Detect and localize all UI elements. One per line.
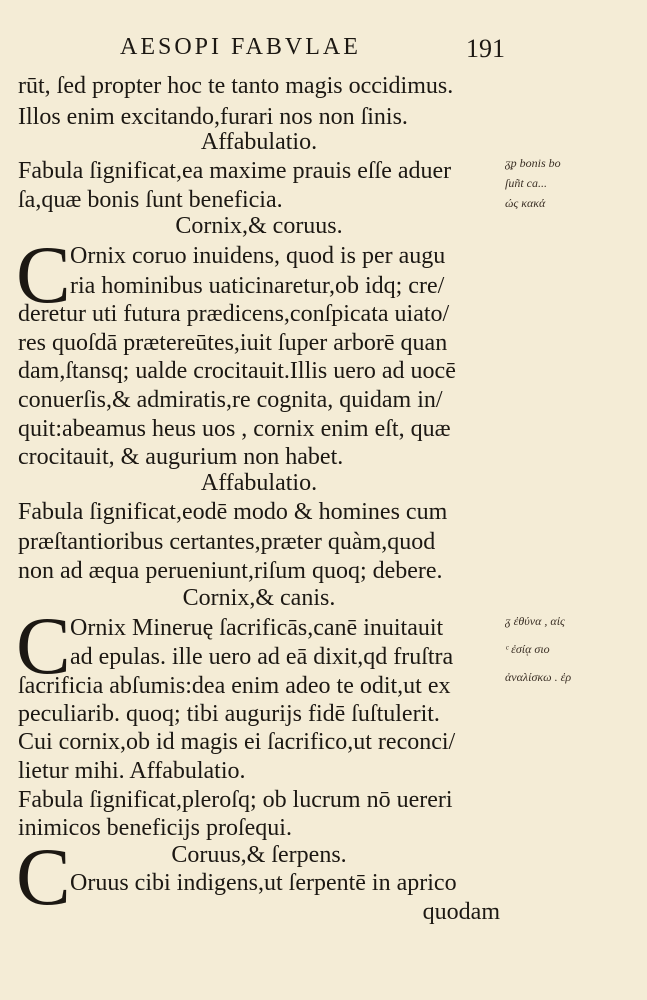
text-line: Ornix coruo inuidens, quod is per augu	[70, 243, 446, 269]
text-line: Cui cornix,ob id magis ei ſacrifico,ut reconci/	[18, 729, 456, 755]
page-number: 191	[466, 34, 505, 63]
text-line: inimicos beneficijs proſequi.	[18, 815, 292, 841]
drop-cap: C	[16, 831, 71, 922]
text-line: peculiarib. quoq; tibi augurijs fidē ſuſtulerit.	[18, 701, 440, 727]
text-line: Fabula ſignificat,ea maxime prauis eſſe aduer	[18, 158, 452, 184]
margin-annotation: ώς κακά	[505, 196, 546, 210]
page-header	[0, 34, 647, 68]
fable-title: Coruus,& ſerpens.	[171, 842, 347, 868]
text-line: Fabula ſignificat,pleroſq; ob lucrum nō uereri	[18, 787, 453, 813]
text-line: Ornix Mineruę ſacrificās,canē inuitauit	[70, 615, 444, 641]
text-line: præſtantioribus certantes,præter quàm,quod	[18, 529, 436, 555]
text-line: ſa,quæ bonis ſunt beneficia.	[18, 187, 283, 213]
text-line: non ad æqua perueniunt,riſum quoq; debere.	[18, 558, 443, 584]
margin-annotation: ᵹᵱ bonis bo	[505, 156, 561, 170]
text-line: dam,ſtansq; ualde crocitauit.Illis uero ad uocē	[18, 358, 456, 384]
section-heading: Affabulatio.	[200, 129, 318, 155]
section-heading: Affabulatio.	[200, 470, 318, 496]
text-line: ſacrificia abſumis:dea enim adeo te odit,ut ex	[18, 673, 451, 699]
text-line: res quoſdā prætereūtes,iuit ſuper arborē quan	[18, 330, 448, 356]
margin-annotation: ἀναλίσκω . ἐρ	[505, 670, 572, 684]
fable-title: Cornix,& canis.	[182, 585, 336, 611]
drop-cap: C	[16, 600, 71, 691]
text-line: Fabula ſignificat,eodē modo & homines cum	[18, 499, 448, 525]
text-line: Oruus cibi indigens,ut ſerpentē in aprico	[70, 870, 457, 896]
text-line: crocitauit, & augurium non habet.	[18, 444, 344, 470]
text-line: rūt, ſed propter hoc te tanto magis occidimus.	[18, 73, 454, 99]
margin-annotation: ſuñt ca...	[505, 176, 547, 190]
margin-annotation: ᵹ ἐθύνα , αἰς	[505, 614, 565, 628]
drop-cap: C	[16, 229, 71, 320]
text-line: Illos enim excitando,furari nos non ſinis.	[18, 104, 408, 130]
text-line: deretur uti futura prædicens,conſpicata uiato/	[18, 301, 450, 327]
catchword: quodam	[422, 899, 500, 925]
running-title: AESOPI FABVLAE	[120, 34, 361, 60]
text-line: ria hominibus uaticinaretur,ob idq; cre/	[70, 273, 445, 299]
fable-title: Cornix,& coruus.	[175, 213, 343, 239]
text-line: lietur mihi. Affabulatio.	[18, 758, 246, 784]
text-line: quit:abeamus heus uos , cornix enim eſt, quæ	[18, 416, 451, 442]
text-line: conuerſis,& admiratis,re cognita, quidam in/	[18, 387, 443, 413]
text-line: ad epulas. ille uero ad eā dixit,qd fruſtra	[70, 644, 454, 670]
margin-annotation: ᶜ ἐσίᾳ σιο	[505, 642, 550, 656]
